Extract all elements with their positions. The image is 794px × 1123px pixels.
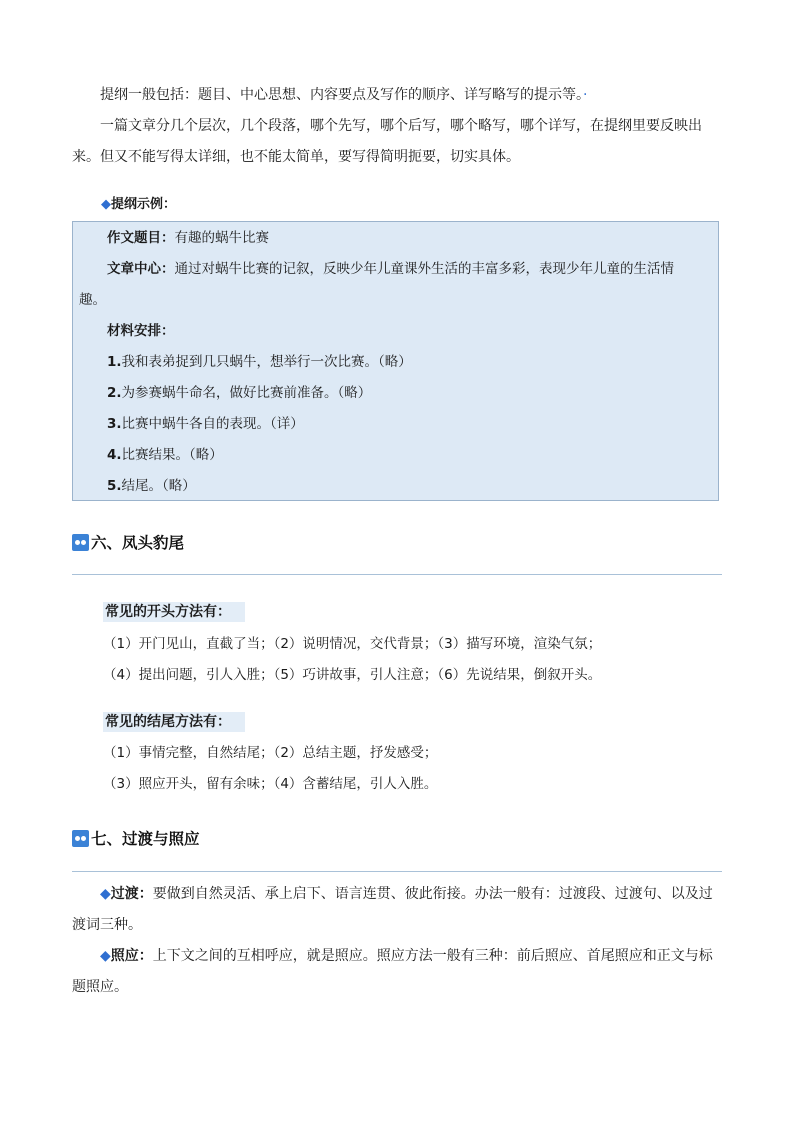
example-item: 1.我和表弟捉到几只蜗牛，想举行一次比赛。（略）: [107, 354, 412, 370]
intro-paragraph-2: 一篇文章分几个层次，几个段落，哪个先写，哪个后写，哪个略写，哪个详写，在提纲里要反映出来。但又不能写得太详细，也不能太简单，要写得简明扼要，切实具体。: [72, 118, 702, 165]
example-item: 3.比赛中蜗牛各自的表现。（详）: [107, 416, 304, 432]
opening-methods-line: （4）提出问题，引人入胜；（5）巧讲故事，引人注意；（6）先说结果，倒叙开头。: [103, 667, 602, 683]
example-title-line: 作文题目：有趣的蜗牛比赛: [107, 230, 269, 246]
example-item: 2.为参赛蜗牛命名，做好比赛前准备。（略）: [107, 385, 372, 401]
diamond-icon: ◆: [100, 948, 111, 964]
echo-paragraph: ◆照应：上下文之间的互相呼应，就是照应。照应方法一般有三种：前后照应、首尾照应和正文与标题照应。: [72, 948, 713, 995]
intro-paragraph-1: 提纲一般包括：题目、中心思想、内容要点及写作的顺序、详写略写的提示等。·: [100, 87, 588, 103]
section-divider: [72, 574, 722, 575]
link-icon: [72, 830, 89, 847]
example-center-continuation: 趣。: [79, 292, 106, 308]
example-material-label: 材料安排：: [107, 323, 175, 339]
section-7-heading: [72, 825, 200, 851]
opening-methods-line: （1）开门见山，直截了当；（2）说明情况，交代背景；（3）描写环境，渲染气氛；: [103, 636, 602, 652]
ending-methods-line: （3）照应开头，留有余味；（4）含蓄结尾，引人入胜。: [103, 776, 438, 792]
openings-heading: 常见的开头方法有：: [103, 602, 245, 622]
link-icon: [72, 534, 89, 551]
transition-paragraph: ◆过渡：要做到自然灵活、承上启下、语言连贯、彼此衔接。办法一般有：过渡段、过渡句、以及过渡词三种。: [72, 886, 713, 933]
example-item: 5.结尾。（略）: [107, 478, 196, 494]
diamond-icon: ◆: [101, 197, 111, 212]
ending-methods-line: （1）事情完整，自然结尾；（2）总结主题，抒发感受；: [103, 745, 438, 761]
section-divider: [72, 871, 722, 872]
section-6-title: 六、凤头豹尾: [91, 534, 185, 552]
section-7-title: 七、过渡与照应: [91, 830, 200, 848]
diamond-icon: ◆: [100, 886, 111, 902]
example-center-line: 文章中心：通过对蜗牛比赛的记叙，反映少年儿童课外生活的丰富多彩，表现少年儿童的生活情: [107, 261, 674, 277]
text-mark: ·: [583, 87, 588, 103]
endings-heading: 常见的结尾方法有：: [103, 712, 245, 732]
example-heading: ◆提纲示例：: [101, 197, 177, 212]
section-6-heading: [72, 529, 184, 555]
example-item: 4.比赛结果。（略）: [107, 447, 223, 463]
outline-example-box: [72, 221, 719, 501]
